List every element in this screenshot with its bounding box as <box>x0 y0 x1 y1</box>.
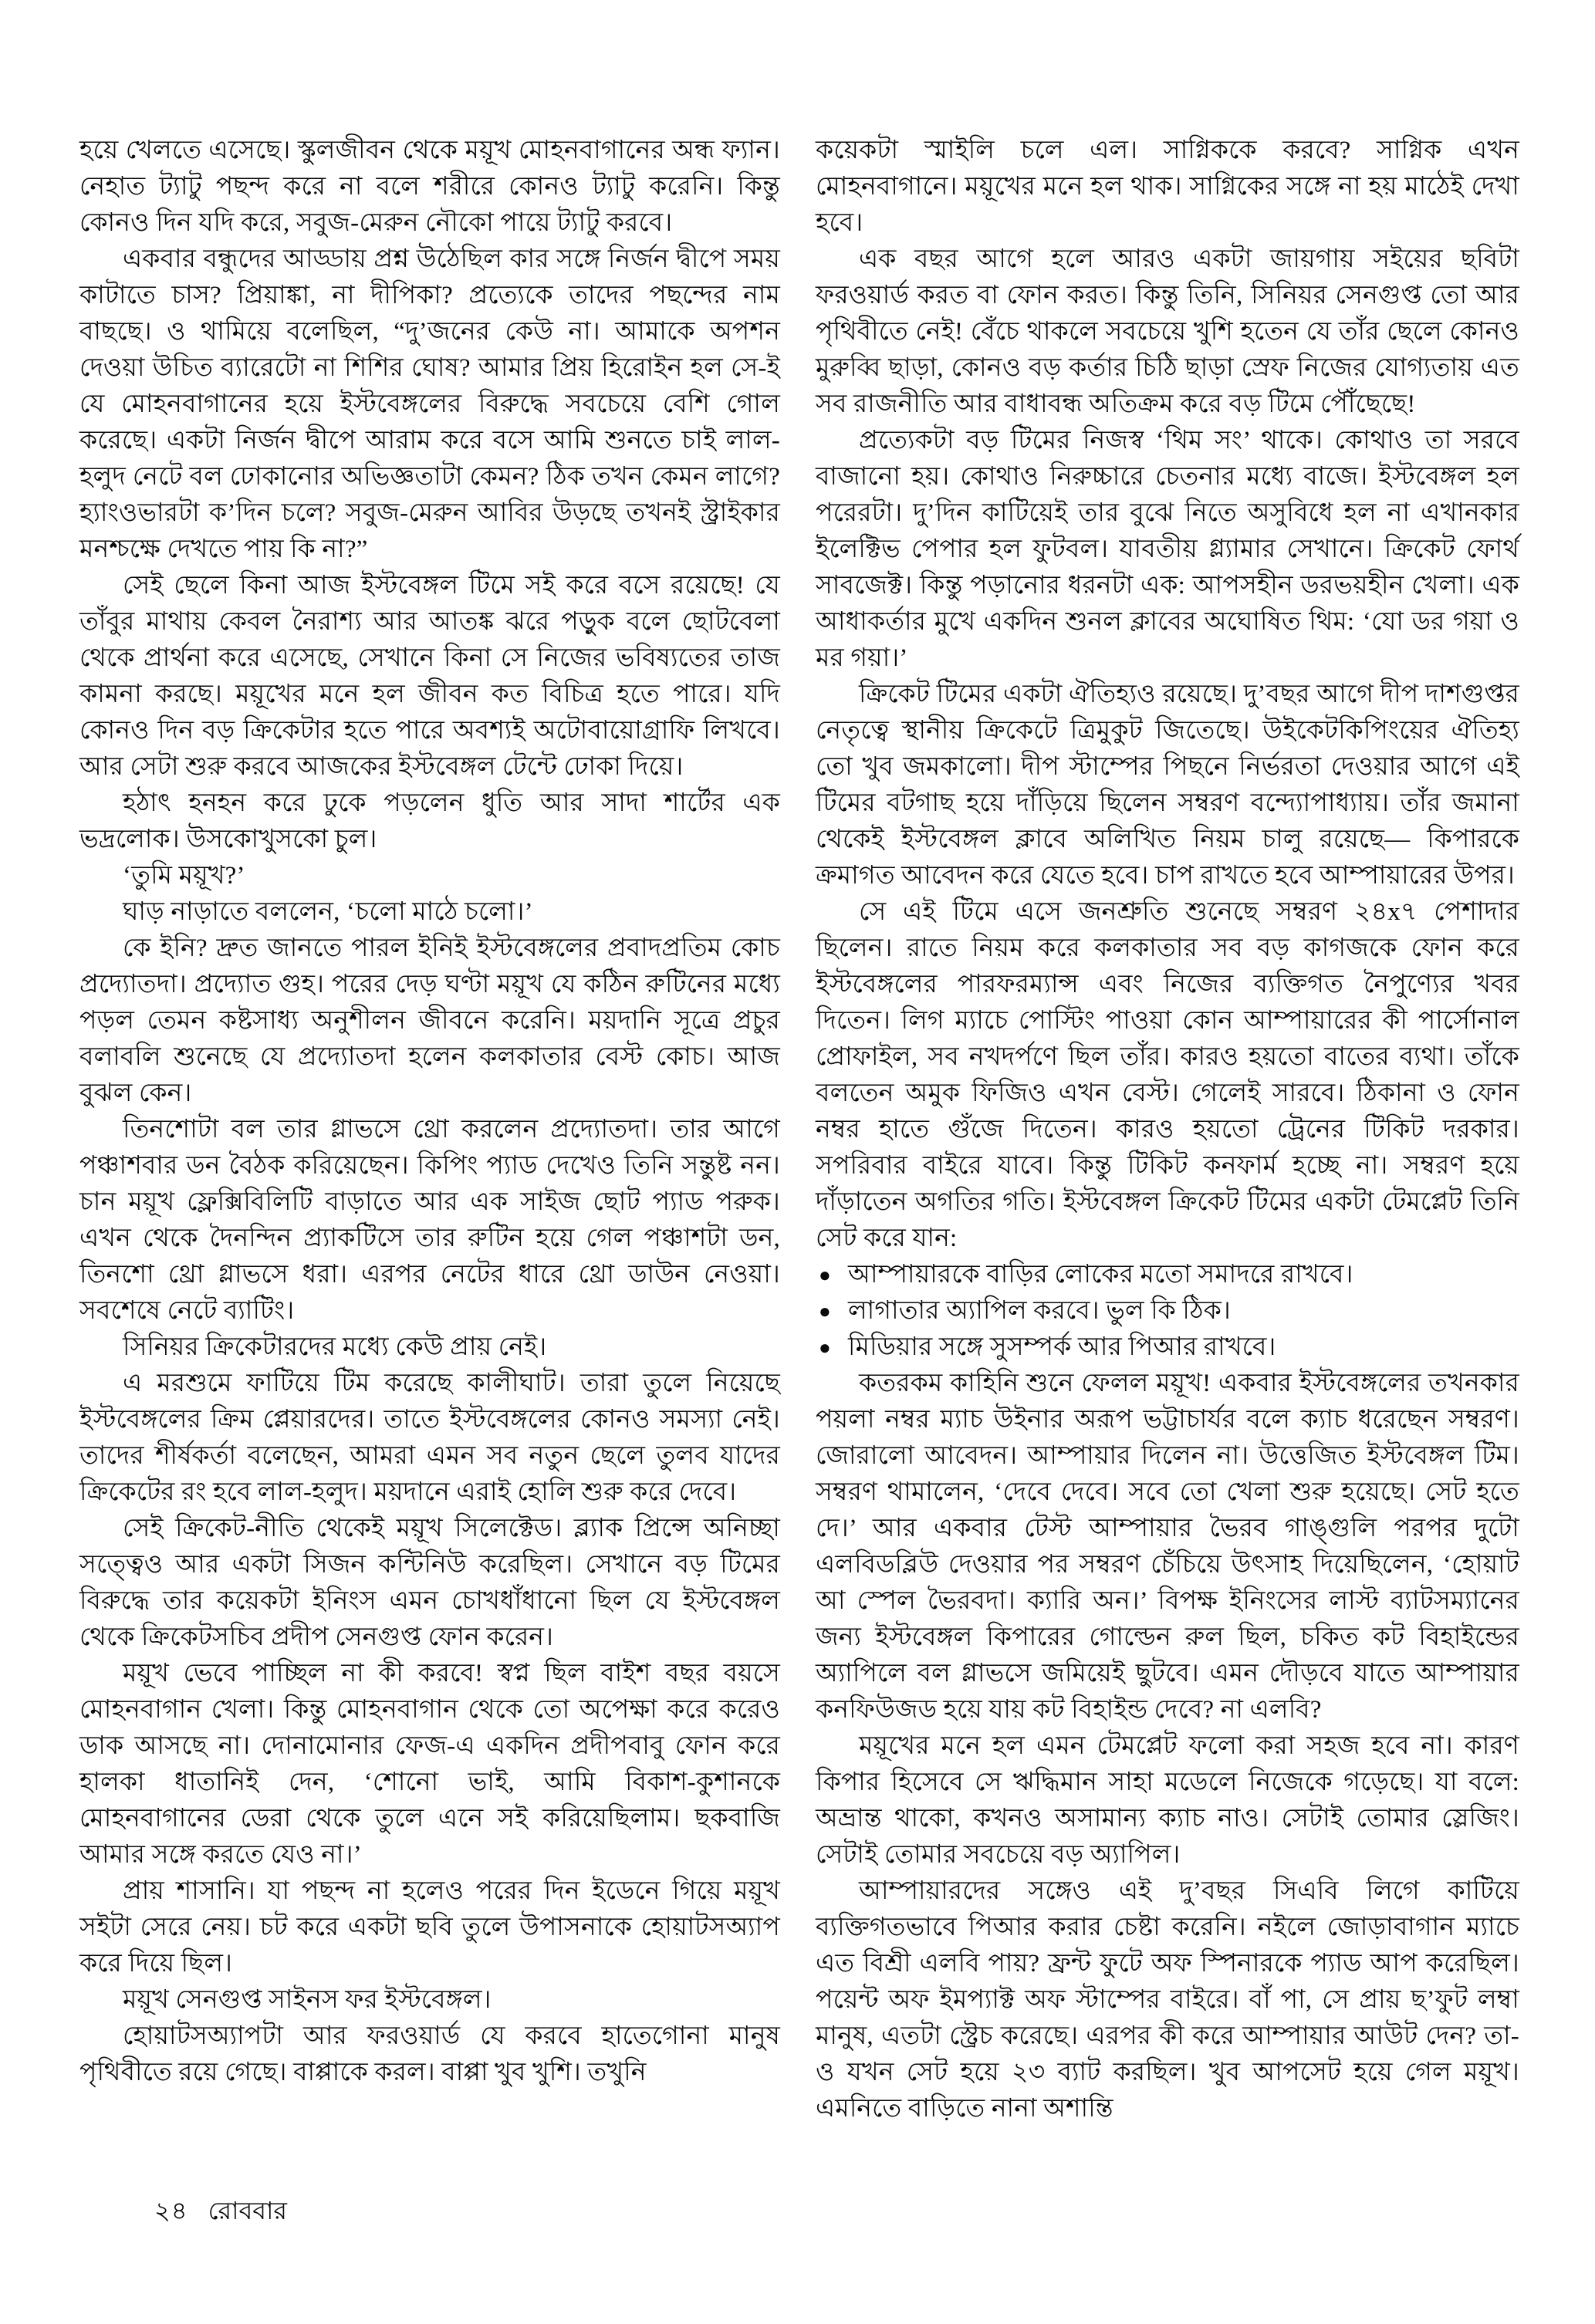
bullet-item: ● মিডিয়ার সঙ্গে সুসম্পর্ক আর পিআর রাখবে। <box>816 1329 1519 1366</box>
paragraph: এক বছর আগে হলে আরও একটা জায়গায় সইয়ের ছবিটা ফরওয়ার্ড করত বা ফোন করত। কিন্তু তিনি, সিনিয়র সেনগুপ্ত তো আর পৃথিবীতে নেই! বেঁচে থাকলে সবচেয়ে খুশি হতেন যে তাঁর ছেলে কোনও মুরুব্বি ছাড়া, কোনও বড় কর্তার চিঠি ছাড়া স্রেফ নিজের যোগ্যতায় এত সব রাজনীতি আর বাধাবন্ধ অতিক্রম করে বড় টিমে পৌঁছেছে! <box>816 245 1519 418</box>
bullet-item: ● আম্পায়ারকে বাড়ির লোকের মতো সমাদরে রাখবে। <box>816 1257 1519 1293</box>
paragraph: হয়ে খেলতে এসেছে। স্কুলজীবন থেকে ময়ূখ মোহনবাগানের অন্ধ ফ্যান। নেহাত ট্যাটু পছন্দ করে না বলে শরীরে কোনও ট্যাটু করেনি। কিন্তু কোনও দিন যদি করে, সবুজ-মেরুন নৌকো পায়ে ট্যাটু করবে। <box>79 137 780 237</box>
bullet-icon: ● <box>819 1300 831 1322</box>
magazine-name: রোববার <box>208 2197 287 2224</box>
paragraph: তিনশোটা বল তার গ্লাভসে থ্রো করলেন প্রদ্যোতদা। তার আগে পঞ্চাশবার ডন বৈঠক করিয়েছেন। কিপিং প্যাড দেখেও তিনি সন্তুষ্ট নন। চান ময়ূখ ফ্লেক্সিবিলিটি বাড়াতে আর এক সাইজ ছোট প্যাড পরুক। এখন থেকে দৈনন্দিন প্র্যাকটিসে তার রুটিন হয়ে গেল পঞ্চাশটা ডন, তিনশো থ্রো গ্লাভসে ধরা। এরপর নেটের ধারে থ্রো ডাউন নেওয়া। সবশেষে নেটে ব্যাটিং। <box>79 1116 780 1325</box>
bullet-icon: ● <box>819 1264 831 1286</box>
bullet-icon: ● <box>819 1336 831 1359</box>
paragraph: একবার বন্ধুদের আড্ডায় প্রশ্ন উঠেছিল কার সঙ্গে নির্জন দ্বীপে সময় কাটাতে চাস? প্রিয়াঙ্কা, না দীপিকা? প্রত্যেকে তাদের পছন্দের নাম বাছছে। ও থামিয়ে বলেছিল, “দু’জনের কেউ না। আমাকে অপশন দেওয়া উচিত ব্যারেটো না শিশির ঘোষ? আমার প্রিয় হিরোইন হল সে-ই যে মোহনবাগানের হয়ে ইস্টবেঙ্গলের বিরুদ্ধে সবচেয়ে বেশি গোল করেছে। একটা নির্জন দ্বীপে আরাম করে বসে আমি শুনতে চাই লাল-হলুদ নেটে বল ঢোকানোর অভিজ্ঞতাটা কেমন? ঠিক তখন কেমন লাগে? হ্যাংওভারটা ক’দিন চলে? সবুজ-মেরুন আবির উড়ছে তখনই স্ট্রাইকার মনশ্চক্ষে দেখতে পায় কি না?” <box>79 245 780 563</box>
paragraph: ময়ূখের মনে হল এমন টেমপ্লেট ফলো করা সহজ হবে না। কারণ কিপার হিসেবে সে ঋদ্ধিমান সাহা মডেলে নিজেকে গড়েছে। যা বলে: অভ্রান্ত থাকো, কখনও অসামান্য ক্যাচ নাও। সেটাই তোমার স্লেজিং। সেটাই তোমার সবচেয়ে বড় অ্যাপিল। <box>816 1732 1519 1869</box>
paragraph: হঠাৎ হনহন করে ঢুকে পড়লেন ধুতি আর সাদা শার্টের এক ভদ্রলোক। উসকোখুসকো চুল। <box>79 789 780 853</box>
text-column-right <box>816 133 1519 2127</box>
paragraph: ক্রিকেট টিমের একটা ঐতিহ্যও রয়েছে। দু’বছর আগে দীপ দাশগুপ্তর নেতৃত্বে স্থানীয় ক্রিকেটে ত্রিমুকুট জিতেছে। উইকেটকিপিংয়ের ঐতিহ্য তো খুব জমকালো। দীপ স্টাম্পের পিছনে নির্ভরতা দেওয়ার আগে এই টিমের বটগাছ হয়ে দাঁড়িয়ে ছিলেন সম্বরণ বন্দ্যোপাধ্যায়। তাঁর জমানা থেকেই ইস্টবেঙ্গল ক্লাবে অলিখিত নিয়ম চালু রয়েছে— কিপারকে ক্রমাগত আবেদন করে যেতে হবে। চাপ রাখতে হবে আম্পায়ারের উপর। <box>816 681 1519 890</box>
paragraph: সিনিয়র ক্রিকেটারদের মধ্যে কেউ প্রায় নেই। <box>123 1333 547 1361</box>
paragraph: ‘তুমি ময়ূখ?’ <box>123 862 245 890</box>
paragraph: সেই ছেলে কিনা আজ ইস্টবেঙ্গল টিমে সই করে বসে রয়েছে! যে তাঁবুর মাথায় কেবল নৈরাশ্য আর আতঙ্ক ঝরে পড়ুক বলে ছোটবেলা থেকে প্রার্থনা করে এসেছে, সেখানে কিনা সে নিজের ভবিষ্যতের তাজ কামনা করছে। ময়ূখের মনে হল জীবন কত বিচিত্র হতে পারে। যদি কোনও দিন বড় ক্রিকেটার হতে পারে অবশ্যই অটোবায়োগ্রাফি লিখবে। আর সেটা শুরু করবে আজকের ইস্টবেঙ্গল টেন্টে ঢোকা দিয়ে। <box>79 572 780 781</box>
paragraph: প্রত্যেকটা বড় টিমের নিজস্ব ‘থিম সং’ থাকে। কোথাও তা সরবে বাজানো হয়। কোথাও নিরুচ্চারে চেতনার মধ্যে বাজে। ইস্টবেঙ্গল হল পরেরটা। দু’দিন কাটিয়েই তার বুঝে নিতে অসুবিধে হল না এখানকার ইলেক্টিভ পেপার হল ফুটবল। যাবতীয় গ্ল্যামার সেখানে। ক্রিকেট ফোর্থ সাবজেক্ট। কিন্তু পড়ানোর ধরনটা এক: আপসহীন ডরভয়হীন খেলা। এক আধাকর্তার মুখে একদিন শুনল ক্লাবের অঘোষিত থিম: ‘যো ডর গয়া ও মর গয়া।’ <box>816 427 1519 672</box>
paragraph: হোয়াটসঅ্যাপটা আর ফরওয়ার্ড যে করবে হাতেগোনা মানুষ পৃথিবীতে রয়ে গেছে। বাপ্পাকে করল। বাপ্পা খুব খুশি। তখুনি <box>79 2022 780 2086</box>
paragraph: প্রায় শাসানি। যা পছন্দ না হলেও পরের দিন ইডেনে গিয়ে ময়ূখ সইটা সেরে নেয়। চট করে একটা ছবি তুলে উপাসনাকে হোয়াটসঅ্যাপ করে দিয়ে ছিল। <box>79 1877 780 1978</box>
paragraph: সেই ক্রিকেট-নীতি থেকেই ময়ূখ সিলেক্টেড। ব্ল্যাক প্রিন্সে অনিচ্ছা সত্ত্বেও আর একটা সিজন কন্টিনিউ করেছিল। সেখানে বড় টিমের বিরুদ্ধে তার কয়েকটা ইনিংস এমন চোখধাঁধানো ছিল যে ইস্টবেঙ্গল থেকে ক্রিকেটসচিব প্রদীপ সেনগুপ্ত ফোন করেন। <box>79 1515 780 1651</box>
page-number: ২৪ <box>154 2197 188 2224</box>
paragraph: কতরকম কাহিনি শুনে ফেলল ময়ূখ! একবার ইস্টবেঙ্গলের তখনকার পয়লা নম্বর ম্যাচ উইনার অরূপ ভট্টাচার্যর বলে ক্যাচ ধরেছেন সম্বরণ। জোরালো আবেদন। আম্পায়ার দিলেন না। উত্তেজিত ইস্টবেঙ্গল টিম। সম্বরণ থামালেন, ‘দেবে দেবে। সবে তো খেলা শুরু হয়েছে। সেট হতে দে।’ আর একবার টেস্ট আম্পায়ার ভৈরব গাঙ্গুলি পরপর দুটো এলবিডব্লিউ দেওয়ার পর সম্বরণ চেঁচিয়ে উৎসাহ দিয়েছিলেন, ‘হোয়াট আ স্পেল ভৈরবদা। ক্যারি অন।’ বিপক্ষ ইনিংসের লাস্ট ব্যাটসম্যানের জন্য ইস্টবেঙ্গল কিপারের গোল্ডেন রুল ছিল, চকিত কট বিহাইন্ডের অ্যাপিলে বল গ্লাভসে জমিয়েই ছুটবে। এমন দৌড়বে যাতে আম্পায়ার কনফিউজড হয়ে যায় কট বিহাইন্ড দেবে? না এলবি? <box>816 1370 1519 1724</box>
paragraph: সে এই টিমে এসে জনশ্রুতি শুনেছে সম্বরণ ২৪x৭ পেশাদার ছিলেন। রাতে নিয়ম করে কলকাতার সব বড় কাগজকে ফোন করে ইস্টবেঙ্গলের পারফরম্যান্স এবং নিজের ব্যক্তিগত নৈপুণ্যের খবর দিতেন। লিগ ম্যাচে পোস্টিং পাওয়া কোন আম্পায়ারের কী পার্সোনাল প্রোফাইল, সব নখদর্পণে ছিল তাঁর। কারও হয়তো বাতের ব্যথা। তাঁকে বলতেন অমুক ফিজিও এখন বেস্ট। গেলেই সারবে। ঠিকানা ও ফোন নম্বর হাতে গুঁজে দিতেন। কারও হয়তো ট্রেনের টিকিট দরকার। সপরিবার বাইরে যাবে। কিন্তু টিকিট কনফার্ম হচ্ছে না। সম্বরণ হয়ে দাঁড়াতেন অগতির গতি। ইস্টবেঙ্গল ক্রিকেট টিমের একটা টেমপ্লেট তিনি সেট করে যান: <box>816 898 1519 1252</box>
paragraph: কে ইনি? দ্রুত জানতে পারল ইনিই ইস্টবেঙ্গলের প্রবাদপ্রতিম কোচ প্রদ্যোতদা। প্রদ্যোত গুহ। পরের দেড় ঘণ্টা ময়ূখ যে কঠিন রুটিনের মধ্যে পড়ল তেমন কষ্টসাধ্য অনুশীলন জীবনে করেনি। ময়দানি সূত্রে প্রচুর বলাবলি শুনেছে যে প্রদ্যোতদা হলেন কলকাতার বেস্ট কোচ। আজ বুঝল কেন। <box>79 934 780 1107</box>
page-footer <box>154 2194 287 2228</box>
paragraph: আম্পায়ারদের সঙ্গেও এই দু’বছর সিএবি লিগে কাটিয়ে ব্যক্তিগতভাবে পিআর করার চেষ্টা করেনি। নইলে জোড়াবাগান ম্যাচে এত বিশ্রী এলবি পায়? ফ্রন্ট ফুটে অফ স্পিনারকে প্যাড আপ করেছিল। পয়েন্ট অফ ইমপ্যাক্ট অফ স্টাম্পের বাইরে। বাঁ পা, সে প্রায় ছ’ফুট লম্বা মানুষ, এতটা স্ট্রেচ করেছে। এরপর কী করে আম্পায়ার আউট দেন? তা-ও যখন সেট হয়ে ২৩ ব্যাট করছিল। খুব আপসেট হয়ে গেল ময়ূখ। এমনিতে বাড়িতে নানা অশান্তি <box>816 1877 1519 2123</box>
paragraph: ময়ূখ ভেবে পাচ্ছিল না কী করবে! স্বপ্ন ছিল বাইশ বছর বয়সে মোহনবাগান খেলা। কিন্তু মোহনবাগান থেকে তো অপেক্ষা করে করেও ডাক আসছে না। দোনামোনার ফেজ-এ একদিন প্রদীপবাবু ফোন করে হালকা ধাতানিই দেন, ‘শোনো ভাই, আমি বিকাশ-কুশানকে মোহনবাগানের ডেরা থেকে তুলে এনে সই করিয়েছিলাম। ছকবাজি আমার সঙ্গে করতে যেও না।’ <box>79 1660 780 1869</box>
paragraph: এ মরশুমে ফাটিয়ে টিম করেছে কালীঘাট। তারা তুলে নিয়েছে ইস্টবেঙ্গলের ক্রিম প্লেয়ারদের। তাতে ইস্টবেঙ্গলের কোনও সমস্যা নেই। তাদের শীর্ষকর্তা বলেছেন, আমরা এমন সব নতুন ছেলে তুলব যাদের ক্রিকেটের রং হবে লাল-হলুদ। ময়দানে এরাই হোলি শুরু করে দেবে। <box>79 1370 780 1506</box>
paragraph: ঘাড় নাড়াতে বললেন, ‘চলো মাঠে চলো।’ <box>123 898 533 926</box>
text-column-left <box>79 133 780 2091</box>
paragraph: কয়েকটা স্মাইলি চলে এল। সাগ্নিককে করবে? সাগ্নিক এখন মোহনবাগানে। ময়ূখের মনে হল থাক। সাগ্নিকের সঙ্গে না হয় মাঠেই দেখা হবে। <box>816 137 1519 237</box>
bullet-item: ● লাগাতার অ্যাপিল করবে। ভুল কি ঠিক। <box>816 1293 1519 1329</box>
paragraph: ময়ূখ সেনগুপ্ত সাইনস ফর ইস্টবেঙ্গল। <box>123 1986 492 2014</box>
